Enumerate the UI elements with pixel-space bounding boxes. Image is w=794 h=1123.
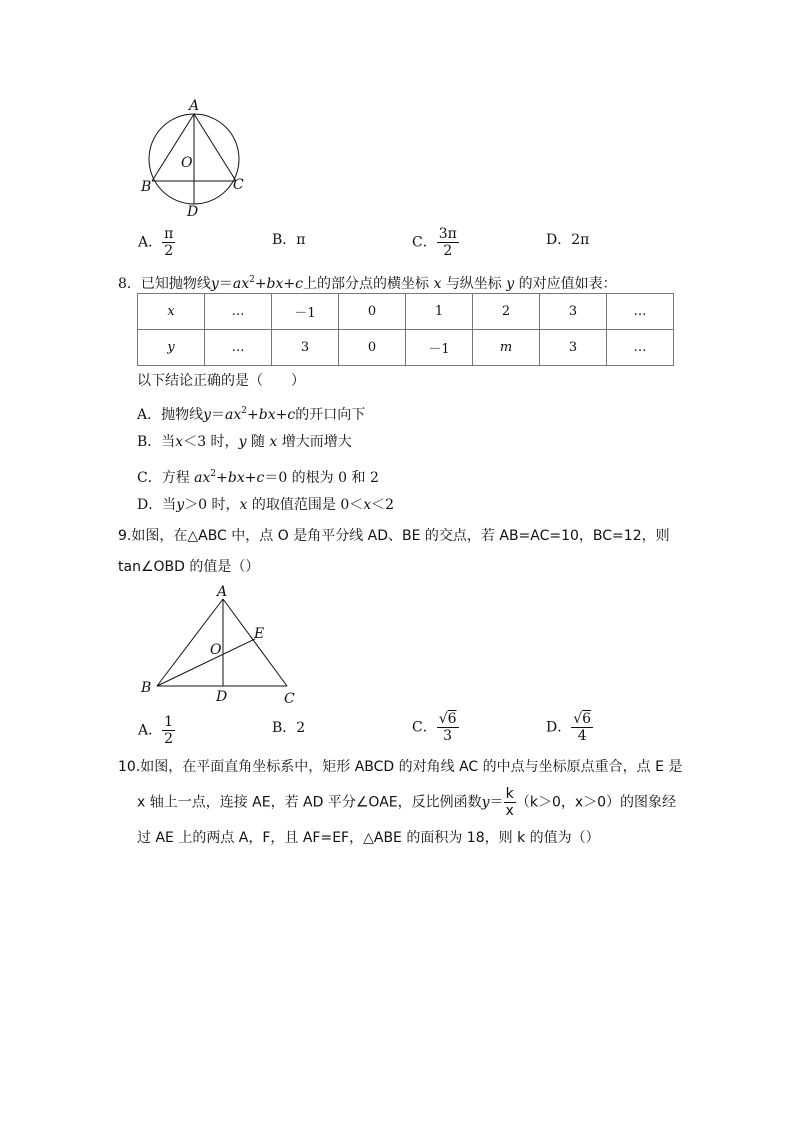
q8-stem-x: x	[433, 276, 442, 292]
q8-option-d-y: y	[176, 497, 185, 513]
q9-option-a-letter: A．	[138, 722, 163, 739]
q9-option-d-num	[571, 711, 593, 728]
table-cell: m	[473, 330, 540, 366]
q9-option-c-den: 3	[443, 728, 453, 744]
q8-option-b-end: 增大而增大	[281, 434, 352, 450]
q8-option-d-x: x	[239, 497, 248, 513]
table-cell: 1	[406, 294, 473, 330]
q8-option-b-lt3: ＜3 时，	[183, 434, 239, 450]
table-cell: y	[138, 330, 205, 366]
q10-eq: ＝	[489, 794, 504, 811]
q8-stem-y2: y	[506, 276, 515, 292]
q8-option-c-prefix: C．方程	[137, 470, 190, 486]
q8-option-a	[137, 401, 365, 425]
q8-option-b-x: x	[175, 434, 184, 450]
q10-y: y	[481, 794, 490, 811]
table-cell: …	[205, 294, 272, 330]
q8-option-d	[137, 495, 394, 515]
table-cell: 2	[473, 294, 540, 330]
q9-figure	[135, 582, 305, 707]
q8-stem	[118, 270, 617, 294]
q9-option-a-num: 1	[164, 714, 174, 730]
q9-option-c-fraction	[437, 711, 459, 744]
q9-option-a-den: 2	[164, 731, 174, 747]
q8-option-d-prefix: D．当	[137, 497, 177, 513]
q7-figure	[135, 95, 255, 220]
sqrt-icon: √	[573, 711, 583, 727]
table-cell: 0	[339, 294, 406, 330]
q9-option-b-letter: B．	[272, 720, 297, 736]
q8-option-b-x2: x	[269, 434, 278, 450]
table-row	[138, 330, 674, 366]
q7-label-b: B	[141, 179, 152, 195]
q8-value-table	[137, 293, 674, 366]
q8-option-b-y: y	[238, 434, 247, 450]
q8-option-a-prefix: A．抛物线	[137, 407, 204, 423]
q8-option-a-eq: ＝	[211, 407, 226, 423]
q8-option-b	[137, 432, 352, 452]
q9-option-a	[138, 714, 175, 747]
q7-label-d: D	[187, 204, 199, 220]
q9-option-b	[272, 718, 305, 738]
q8-option-d-x2: x	[363, 497, 372, 513]
q9-label-c: C	[284, 691, 295, 707]
table-cell: －1	[272, 294, 339, 330]
q7-option-d	[546, 230, 589, 250]
q10-line3: 过 AE 上的两点 A，F，且 AF=EF，△ABE 的面积为 18，则 k 的值为（）	[137, 830, 600, 846]
q7-option-c-fraction	[437, 226, 459, 259]
q8-stem-ax: ax	[232, 276, 250, 292]
q8-stem-suffix: 上的部分点的横坐标	[303, 276, 429, 292]
q8-option-a-y: y	[203, 407, 212, 423]
q7-option-c	[412, 226, 459, 259]
table-cell: x	[138, 294, 205, 330]
q7-side-ac	[194, 114, 236, 181]
q8-option-c-ax: ax	[194, 470, 211, 486]
q8-stem-y: y	[210, 276, 219, 292]
q8-option-b-prefix: B．当	[137, 434, 176, 450]
q9-option-c-letter: C．	[412, 719, 437, 736]
q8-option-d-gt0: ＞0 时，	[184, 497, 240, 513]
q7-option-a-den: 2	[164, 243, 174, 259]
q8-option-c-eq: ＝0 的根为 0 和 2	[264, 470, 379, 486]
q8-option-d-end: ＜2	[371, 497, 395, 513]
table-row	[138, 294, 674, 330]
q7-option-b-text: π	[296, 232, 306, 248]
q7-option-a-num: π	[164, 226, 174, 242]
table-cell: 3	[540, 330, 607, 366]
q8-option-d-suffix: 的取值范围是 0＜	[251, 497, 364, 513]
q7-option-c-num: 3π	[438, 226, 457, 242]
q8-option-a-ax: ax	[225, 407, 242, 423]
q9-label-e: E	[254, 626, 265, 642]
q7-option-d-text: 2π	[571, 232, 590, 248]
q7-label-a: A	[189, 98, 200, 114]
q10-frac-den: x	[505, 803, 514, 819]
q10-line2	[137, 786, 676, 819]
q9-side-ac	[223, 599, 287, 686]
q9-bisector-be	[157, 639, 255, 686]
q8-stem-bx: +bx+c	[254, 276, 303, 292]
q9-option-c-num	[437, 711, 459, 728]
q8-option-a-sq: 2	[241, 406, 248, 416]
q8-stem-sq: 2	[249, 275, 255, 285]
q8-option-a-suffix: 的开口向下	[295, 407, 366, 423]
q8-stem-mid: 与纵坐标	[445, 276, 502, 292]
q9-option-d	[546, 711, 593, 744]
table-cell: 3	[540, 294, 607, 330]
q10-fraction	[504, 786, 516, 819]
table-cell: …	[607, 330, 674, 366]
table-cell: …	[205, 330, 272, 366]
q8-stem-prefix: 8．已知抛物线	[118, 276, 211, 292]
table-cell: －1	[406, 330, 473, 366]
q9-label-a: A	[217, 584, 228, 600]
q9-option-c-radicand: 6	[447, 711, 457, 727]
q9-label-d: D	[216, 689, 228, 705]
q9-option-d-fraction	[571, 711, 593, 744]
q9-option-c	[412, 711, 459, 744]
q9-label-o: O	[210, 642, 222, 658]
q7-option-a-fraction	[162, 226, 175, 259]
table-cell: 0	[339, 330, 406, 366]
q10-frac-num: k	[504, 786, 516, 803]
q9-option-a-fraction	[162, 714, 175, 747]
sqrt-icon: √	[438, 711, 448, 727]
q7-option-b	[272, 230, 306, 250]
q9-option-d-letter: D．	[546, 719, 572, 736]
q7-label-c: C	[233, 177, 244, 193]
q8-option-b-suffix: 随	[250, 434, 265, 450]
q7-option-b-letter: B．	[272, 232, 297, 248]
q9-line2: tan∠OBD 的值是（）	[118, 559, 260, 575]
q7-option-c-den: 2	[443, 243, 453, 259]
q9-label-b: B	[141, 680, 152, 696]
table-cell: 3	[272, 330, 339, 366]
q8-prompt: 以下结论正确的是（ ）	[137, 373, 305, 389]
q7-option-c-letter: C．	[412, 234, 437, 251]
q7-option-d-letter: D．	[546, 232, 572, 248]
q8-option-c-bx: +bx+c	[216, 470, 265, 486]
q9-option-d-den: 4	[577, 728, 587, 744]
q10-line2-prefix: x 轴上一点，连接 AE，若 AD 平分∠OAE，反比例函数	[137, 794, 482, 811]
q7-option-a-letter: A．	[138, 234, 163, 251]
q8-option-c	[137, 464, 379, 488]
q7-label-o: O	[181, 155, 193, 171]
q8-option-a-bx: +bx+c	[247, 407, 296, 423]
q8-stem-eq: ＝	[218, 276, 233, 292]
q7-option-a	[138, 226, 175, 259]
table-cell: …	[607, 294, 674, 330]
q10-line1: 10.如图，在平面直角坐标系中，矩形 ABCD 的对角线 AC 的中点与坐标原点重合，点 E 是	[118, 759, 683, 775]
q8-option-c-sq: 2	[210, 469, 217, 479]
q8-stem-end: 的对应值如表：	[518, 276, 617, 292]
q10-line2-suffix: （k＞0，x＞0）的图象经	[515, 794, 677, 811]
q9-line1: 9.如图，在△ABC 中，点 O 是角平分线 AD、BE 的交点，若 AB=AC=10，BC=12，则	[118, 528, 670, 544]
q9-option-d-radicand: 6	[582, 711, 592, 727]
q9-option-b-text: 2	[296, 720, 306, 736]
